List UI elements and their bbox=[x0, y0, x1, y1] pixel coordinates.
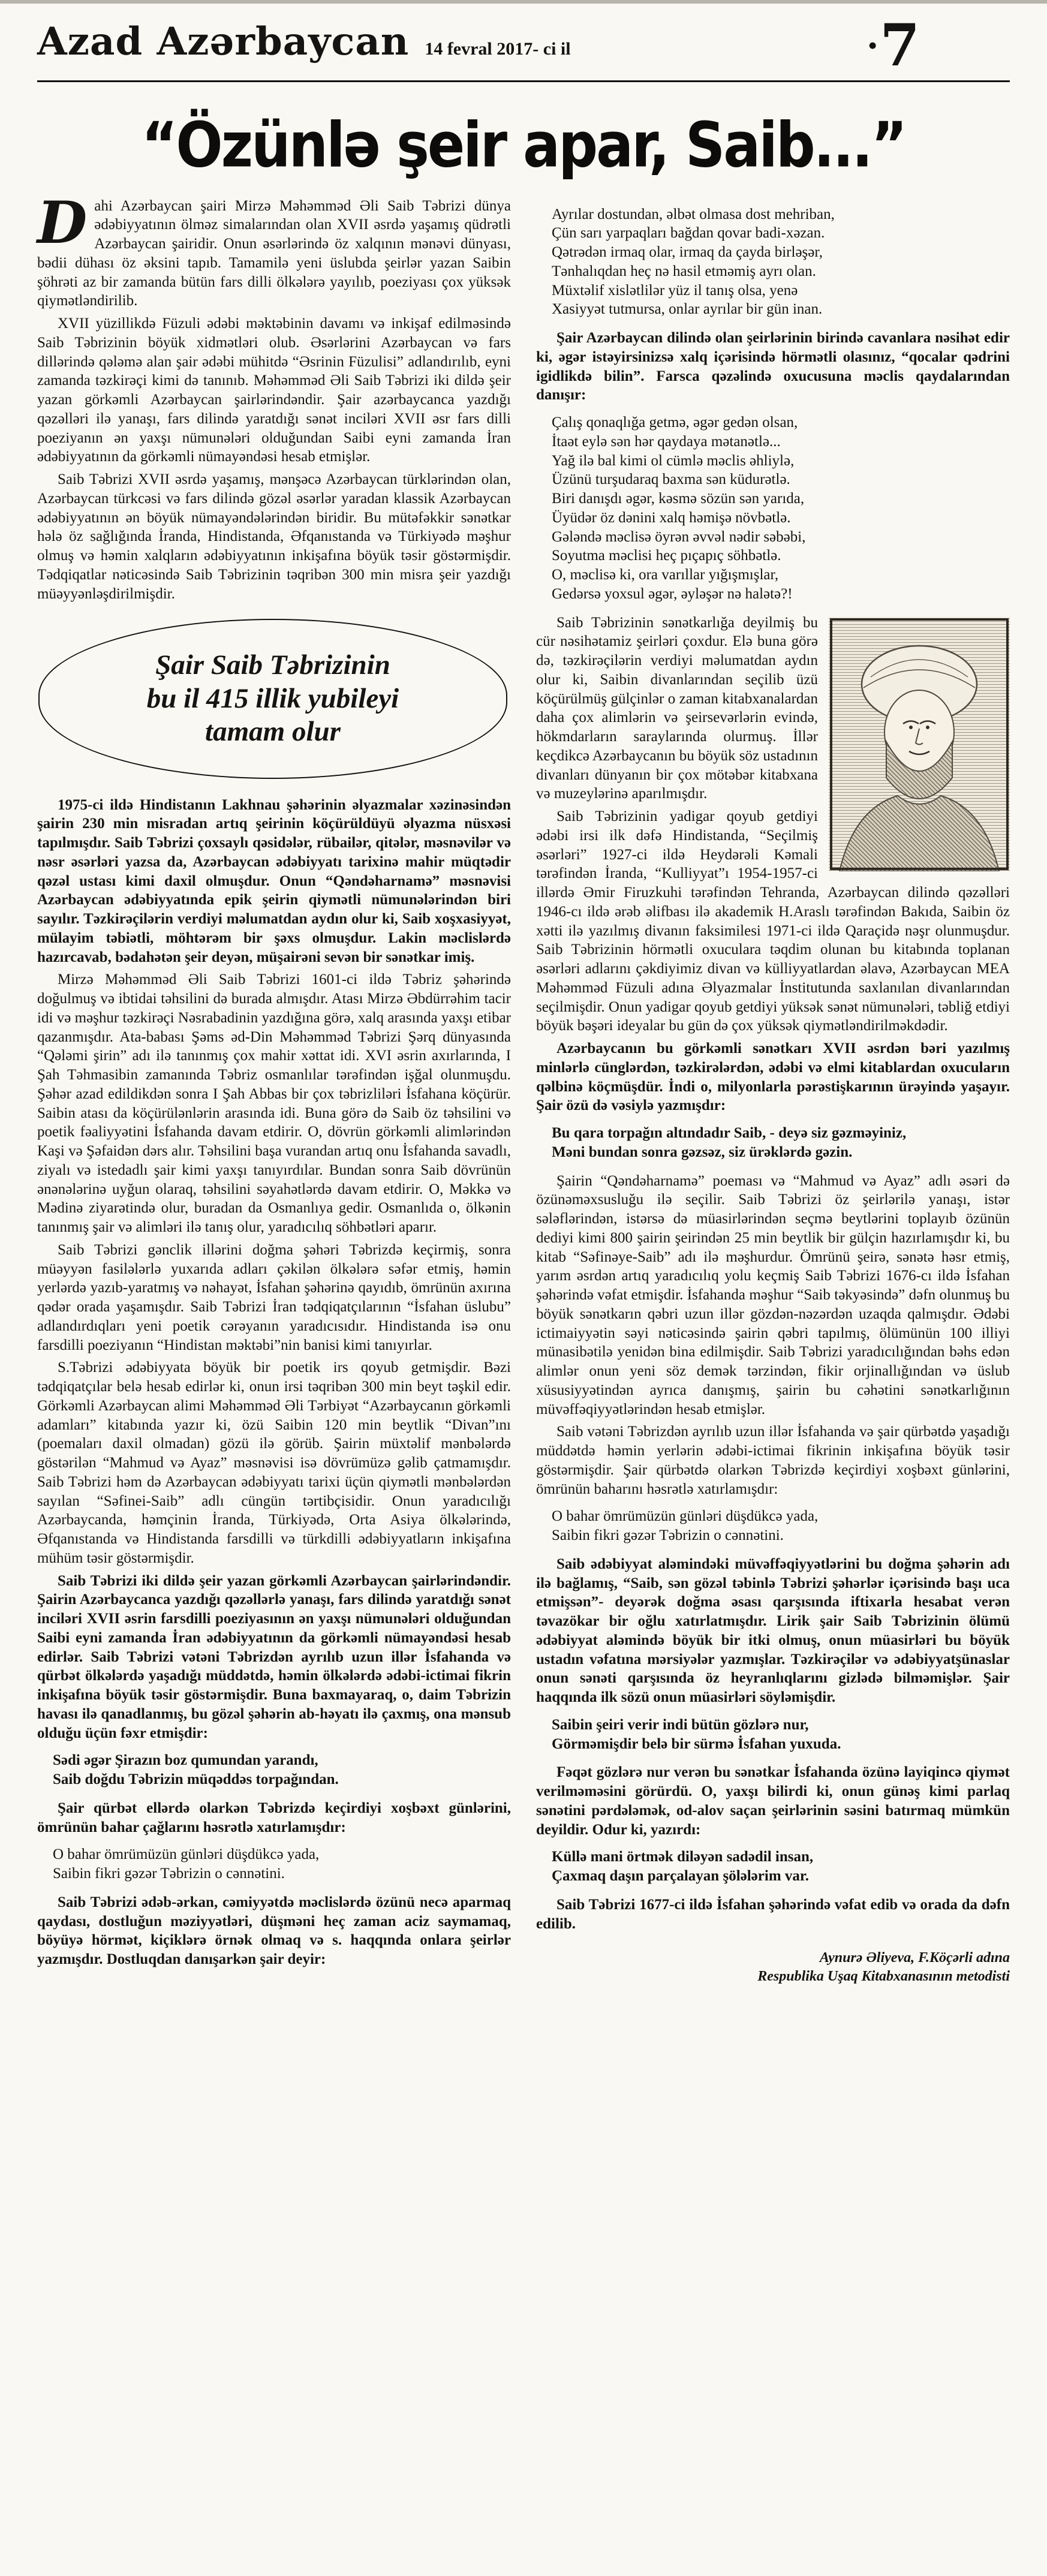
verse-line: Bu qara torpağın altındadır Saib, - deyə siz gəzməyiniz, bbox=[552, 1125, 907, 1142]
issue-date: 14 fevral 2017- ci il bbox=[425, 39, 571, 59]
verse-line: Gələndə məclisə öyrən əvvəl nədir səbəbi, bbox=[552, 528, 806, 545]
article-paragraph: Saib Təbrizinin sənətkarlığa deyilmiş bu cür nəsihətamiz şeirləri çoxdur. Elə buna görə də, təzkirəçilərin verdiyi məlumatdan aydın olur ki, Saibin divanlarından seçilib üzü köçürülmüş gülçinlər o zaman kitabxanalardan daha çox alimlərin və şeirsevərlərin evində, hökmdarların saraylarında olurmuş. İllər keçdikcə Azərbaycanın bu böyük söz ustadının divanları dünyanın bir çox mötəbər kitabxana və muzeylərinə aparılmışdır. bbox=[536, 614, 818, 802]
article-paragraph: Saib Təbrizinin yadigar qoyub getdiyi ədəbi irsi ilk dəfə Hindistanda, “Seçilmiş əsərləri” 1927-ci ildə Heydərəli Kəmali tərəfindən İranda, “Kulliyyat”ı 1954-1957-ci illərdə Əmir Firuzkuhi tərəfindən Tehranda, Azərbaycan dilində qəzəlləri 1946-cı ildə ərəb əlifbası ilə akademik H.Araslı tərəfindən Bakıda, Saibin öz xətti ilə yazılmış divanın faksimilesi 1971-ci ildə Qaraçidə nəşr olunmuşdur. Saib Təbrizinin hörmətli oxuculara təqdim olunan bu kitabında toplanan əsərləri adlarını çəkdiyimiz divan və külliyyatlardan əlavə, Azərbaycan MEA Məhəmməd Füzuli adına Əlyazmalar İnstitutunda saxlanılan divanlarından seçilmişdir. Onun yadigar qoyub getdiyi yüksək sənət nümunələri, təbliğ etdiyi böyük bəşəri ideyalar bu gün də çox yüksək qiymətləndirilməkdədir. bbox=[536, 808, 1010, 1034]
verse-quote bbox=[552, 1507, 1010, 1545]
left-column bbox=[37, 188, 511, 1986]
verse-line: Müxtəlif xislətlilər yüz il tanış olsa, yenə bbox=[552, 282, 798, 299]
attribution-line: Aynurə Əliyeva, F.Köçərli adına bbox=[819, 1950, 1010, 1966]
verse-line: Tənhalıqdan heç nə hasil etməmiş ayrı olan. bbox=[552, 263, 816, 279]
verse-line: Çaxmaq daşın parçalayan şölələrim var. bbox=[552, 1868, 809, 1885]
article-headline: “Özünlə şeir apar, Saib...” bbox=[141, 109, 906, 182]
article-paragraph: Mirzə Məhəmməd Əli Saib Təbrizi 1601-ci ildə Təbriz şəhərində doğulmuş və ibtidai təhsilini də burada almışdır. Atası Mirzə Əbdürrəhim tacir idi və məşhur təzkirəçi Nəsrabadinin yazdığına görə, xalq arasında yaxşı etibar qazanmışdır. Ata-babası Şəms əd-Din Məhəmməd Təbrizi Şərq dünyasında “Qələmi şirin” adı ilə tanınmış çox mahir xəttat idi. XVI əsrin axırlarında, I Şah Təhmasibin zamanında Təbriz osmanlılar tərəfindən işğal olunmuşdu. Şəhər azad edildikdən sonra I Şah Abbas bir çox təbrizliləri İsfahana köçürür. Saibin atası da köçürülənlərin arasında idi. Buna görə də Saib öz təhsilini və poetik fəaliyyətini İsfahanda davam etdirir. O, dövrün görkəmli alimlərindən Kaşi və Şəfaidən dərs alır. Təhsilini başa vurandan artıq onu İsfahanda savadlı, ziyalı və istedadlı şair kimi yaxşı tanıyırdılar. Bundan sonra Saib dövrünün ənənələrinə uyğun olaraq, təhsilini səyahətlərdə davam etdirir. O, Məkkə və Mədinə ziyarətində olur, buradan da Osmanlıya gedir. Osmanlıda o, ölkənin tanınmış şair və alimləri ilə tanış olur, yaradıcılıq söhbətləri aparır. bbox=[37, 971, 511, 1236]
page-number bbox=[868, 11, 920, 79]
verse-line: O bahar ömrümüzün günləri düşdükcə yada, bbox=[53, 1846, 320, 1863]
verse-quote bbox=[53, 1751, 511, 1789]
article-paragraph: Azərbaycanın bu görkəmli sənətkarı XVII əsrdən bəri yazılmış minlərlə cünglərdən, təzkirələrdən, ədəbi və elmi kitablardan oxucuların qəlbinə köçmüşdür. İndi o, milyonlarla pərəstişkarının ürəyində yaşayır. Şair özü də vəsiylə yazmışdır: bbox=[536, 1040, 1010, 1114]
verse-line: Sədi əgər Şirazın boz qumundan yarandı, bbox=[53, 1752, 318, 1769]
verse-quote bbox=[552, 1847, 1010, 1886]
article-paragraph: S.Təbrizi ədəbiyyata böyük bir poetik irs qoyub getmişdir. Bəzi tədqiqatçılar belə hesab edirlər ki, onun irsi təqribən 300 min beyt təşkil edir. Görkəmli Azərbaycan alimi Məhəmməd Əli Tərbiyət “Azərbaycanın görkəmli adamları” kitabında yazır ki, özü Saibin 120 min beytlik “Divan”ını (poemaları daxil olmadan) gözü ilə görüb. Şairin müxtəlif mənbələrdə göstərilən “Mahmud və Ayaz” məsnəvisi isə dövrümüzə gəlib çatmamışdır. Saib Təbrizi həm də Azərbaycan ədəbiyyatı tarixi üçün qiymətli mənbələrdən sayılan “Səfinei-Saib” adlı cüngün tərtibçisidir. Onun yaradıcılığı Azərbaycanda, həmçinin İranda, Türkiyədə, Orta Asiya ölkələrində, Əfqanıstanda və Hindistanda farsdilli və türkdilli ədəbiyyatların inkişafına mühüm təsir göstərmişdir. bbox=[37, 1359, 511, 1566]
verse-line: Saibin fikri gəzər Təbrizin o cənnətini. bbox=[552, 1527, 784, 1544]
verse-line: Saib doğdu Təbrizin müqəddəs torpağından. bbox=[53, 1771, 339, 1788]
article-paragraph: Fəqət gözlərə nur verən bu sənətkar İsfahanda özünə layiqincə qiymət verilməməsini görürdü. O, yaxşı bilirdi ki, onun günəş kimi parlaq sənətini pərdələmək, od-alov saçan şeirlərinin səsini batırmaq mümkün deyildir. Odur ki, yazırdı: bbox=[536, 1764, 1010, 1838]
verse-quote bbox=[552, 205, 1010, 320]
article-paragraph: Saib vətəni Təbrizdən ayrılıb uzun illər İsfahanda və şair qürbətdə yaşadığı müddətdə həmin yerlərin ədəbi-ictimai fikrinin inkişafına böyük təsir göstərmişdir. Şair qürbətdə olarkən Təbrizdə keçirdiyi xoşbəxt günlərini, ömrünün baharını həsrətlə xatırlamışdır: bbox=[536, 1424, 1010, 1497]
saib-portrait bbox=[829, 617, 1010, 871]
verse-line: Saibin fikri gəzər Təbrizin o cənnətini. bbox=[53, 1865, 285, 1882]
newspaper-title: Azad Azərbaycan bbox=[37, 19, 410, 64]
jubilee-box-line: bu il 415 illik yubileyi bbox=[146, 682, 399, 714]
verse-line: Saibin şeiri verir indi bütün gözlərə nur, bbox=[552, 1716, 809, 1733]
article-paragraph: Saib Təbrizi iki dildə şeir yazan görkəmli Azərbaycan şairlərindəndir. Şairin Azərbaycanca yazdığı qəzəllərlə yanaşı, fars dilində yaratdığı sənət inciləri XVII əsrin farsdilli poeziyasının ən yaxşı nümunələri olduğundan Saibi eyni zamanda İran ədəbiyyatının da görkəmli nümayəndəsi hesab edirlər. Saib Təbrizi vətəni Təbrizdən ayrılıb uzun illər İsfahanda və qürbət ölkələrdə yaşadığı müddətdə, həmin ölkələrdə ədəbi-ictimai fikrin inkişafına böyük təsir göstərmişdir. Buna baxmayaraq, o, daim Təbrizin havası ilə qanadlanmış, bu gözəl şəhərin ab-həyatı ilə çaxmış, ona mənsub olduğu üçün fəxr etmişdir: bbox=[37, 1572, 511, 1741]
article-paragraph: Saib Təbrizi ədəb-ərkan, cəmiyyətdə məclislərdə özünü necə aparmaq qaydası, dostluğun məziyyətləri, düşməni heç zaman aciz saymamaq, böyüyə hörmət, kiçiklərə örnək olmaq və s. haqqında onlara şeirlər yazmışdır. Dostluqdan danışarkən şair deyir: bbox=[37, 1894, 511, 1968]
article-paragraph: XVII yüzillikdə Füzuli ədəbi məktəbinin davamı və inkişaf edilməsində Saib Təbrizinin böyük xidmətləri olub. Əsərlərini Azərbaycan və fars dillərində qələmə alan şair ədəbi mühitdə “Əsrinin Füzulisi” adlandırılıb, eyni zamanda təzkirəçi kimi də tanınıb. Məhəmməd Əli Saib Təbrizi iki dildə şeir yazan görkəmli Azərbaycan şairlərindəndir. Şair azərbaycanca yazdığı qəzəlləri ilə yanaşı, fars dilində yaratdığı sənət inciləri XVII əsr fars dilli poeziyanın ən yaxşı nümunələri olduğundan Saibi eyni zamanda İran ədəbiyyatının da görkəmli nümayəndəsi hesab etmişlər. bbox=[37, 315, 511, 465]
verse-line: Çalış qonaqlığa getmə, əgər gedən olsan, bbox=[552, 414, 798, 431]
verse-line: Xasiyyət tutmursa, onlar ayrılar bir gün inan. bbox=[552, 301, 823, 318]
article-paragraph: Saib Təbrizi XVII əsrdə yaşamış, mənşəcə Azərbaycan türklərindən olan, Azərbaycan türkcəsi və fars dilində gözəl əsərlər yaradan klassik Azərbaycan ədəbiyyatının ən böyük nümayəndələrindən biridir. Bu mütəfəkkir sənətkar hələ öz sağlığında İranda, Hindistanda, Əfqanıstanda və Türkiyədə məşhur olmuş və həmin xalqların ədəbiyyatının inkişafına böyük təsir göstərmişdir. Tədqiqatlar nəticəsində Saib Təbrizinin təqribən 300 min misra şeir yazdığı müəyyənləşdirilmişdir. bbox=[37, 471, 511, 602]
jubilee-box-line: tamam olur bbox=[205, 716, 341, 748]
verse-quote bbox=[552, 1124, 1010, 1162]
verse-line: O, məclisə ki, ora varıllar yığışmışlar, bbox=[552, 567, 779, 583]
saib-portrait-image bbox=[829, 617, 1010, 871]
page-number-value: 7 bbox=[880, 11, 920, 79]
right-column bbox=[536, 197, 1010, 1986]
article-paragraph: Şair qürbət ellərdə olarkən Təbrizdə keçirdiyi xoşbəxt günlərini, ömrünün bahar çağlarını həsrətlə xatırlamışdır: bbox=[37, 1799, 511, 1835]
verse-line: Üyüdər öz dənini xalq həmişə növbətlə. bbox=[552, 509, 791, 526]
masthead bbox=[37, 8, 1010, 82]
verse-line: Məni bundan sonra gəzsəz, siz ürəklərdə gəzin. bbox=[552, 1143, 853, 1160]
verse-line: Biri danışdı əgər, kəsmə sözün sən yarıda, bbox=[552, 490, 805, 507]
verse-line: İtaət eylə sən hər qaydaya mətanətlə... bbox=[552, 433, 781, 450]
verse-line: Küllə mani örtmək diləyən sadədil insan, bbox=[552, 1849, 814, 1865]
article-paragraph: Saib ədəbiyyat aləmindəki müvəffəqiyyətlərini bu doğma şəhərin adı ilə bağlamış, “Saib, sən gözəl təbinlə Təbrizi şəhərlər içərisində başı uca etmişsən”- deyərək doğma əsası qarşısında iftixarla hesabat verən təvazökar bir oğlu xatırlatmışdır. Lirik şair Saib Təbrizinin ölümü ədəbiyyat aləmində böyük bir itki olmuş, onun müasirləri bu böyük ustadın vəfatına mərsiyələr yazmışlar. Təzkirəçilər və ədəbiyyatşünaslar onun sənəti qarşısında öz heyranlıqlarını gizlədə bilməmişlər. Şair haqqında ilk sözü onun müasirləri söyləmişdir. bbox=[536, 1555, 1010, 1706]
article-paragraph: Şairin “Qəndəharnamə” poeması və “Mahmud və Ayaz” adlı əsəri də özünəməxsusluğu ilə seçilir. Saib Təbrizi öz şeirlərilə yanaşı, istər sələflərindən, istərsə də müasirlərindən seçmə beytlərini toplayıb özünün dediyi kimi 800 şairin şeirindən 25 min beytlik bir gülçin hazırlamışdır ki, bu kitab “Səfinəye-Saib” adı ilə məşhurdur. Ömrünü şeirə, sənətə həsr etmiş, yarım əsrdən artıq yaradıcılıq yolu keçmiş Saib Təbrizi 1676-cı ildə İsfahan şəhərində vəfat etmişdir. İsfahanda məşhur “Saib təkyəsində” dəfn olunmuş bu böyük sənətkarın qəbri uzun illər gözdən-nəzərdən uzaqda qalmışdır. Ədəbi ictimaiyyətin səyi nəticəsində şairin qəbri tapılmış, ölümünün 100 illiyi münasibətilə yenidən bina edilmişdir. Saib Təbrizi yaradıcılığından bəhs edən alimlər onun yeni söz demək tərzindən, fikir orjinallığından və üslub xüsusiyyətindən ayrıca danışmış, şairin bu cəhətini sənətkarlığının müvəffəqiyyətlərindən hesab etmişlər. bbox=[536, 1172, 1010, 1418]
verse-line: Soyutma məclisi heç pıçapıç söhbətlə. bbox=[552, 547, 781, 564]
verse-line: Yağ ilə bal kimi ol cümlə məclis əhliylə, bbox=[552, 452, 795, 469]
jubilee-box-line: Şair Saib Təbrizinin bbox=[155, 649, 390, 681]
verse-line: Çün sarı yarpaqları bağdan qovar badi-xəzan. bbox=[552, 225, 825, 242]
author-attribution bbox=[536, 1949, 1010, 1985]
verse-quote bbox=[53, 1845, 511, 1883]
article-paragraph: Dahi Azərbaycan şairi Mirzə Məhəmməd Əli Saib Təbrizi dünya ədəbiyyatının ölməz simalarından olan XVII əsrdə yaşamış qüdrətli Azərbaycan şairidir. Onun əsərlərində öz xalqının mənəvi dünyası, bədii dühası öz əksini tapıb. Tamamilə yeni üslubda şeirlər yazan Saibin şöhrəti az bir zamanda bütün fars dilli ölkələrə yayılıb, poeziyası çox yüksək qiymətləndirilib. bbox=[37, 188, 511, 309]
article-paragraph: Saib Təbrizi 1677-ci ildə İsfahan şəhərində vəfat edib və orada da dəfn edilib. bbox=[536, 1896, 1010, 1932]
jubilee-announcement-box bbox=[38, 619, 507, 778]
verse-line: Ayrılar dostundan, əlbət olmasa dost mehriban, bbox=[552, 206, 835, 222]
article-paragraph: 1975-ci ildə Hindistanın Lakhnau şəhərinin əlyazmalar xəzinəsindən şairin 230 min misradan artıq şeirinin köçürüldüyü əlyazma nüsxəsi tapılmışdır. Saib Təbrizi çoxsaylı qəsidələr, rübailər, qitələr, məsnəvilər və nəsr əsərləri yazsa da, Azərbaycan ədəbiyyatı tarixinə mahir müqtədir qəzəl ustası kimi daxil olmuşdur. Onun “Qəndəharnamə” məsnəvisi Azərbaycan ədəbiyyatında epik şeirin qiymətli nümunələrindən biri sayılır. Təzkirəçilərin verdiyi məlumatdan aydın olur ki, Saib xoşxasiyyət, mülayim təbiətli, möhtərəm bir şəxs olmuşdur. Lakin məclislərdə hazırcavab, bədahətən şeir deyən, müşairəni sevən bir sənətkar imiş. bbox=[37, 796, 511, 965]
article-paragraph: Şair Azərbaycan dilində olan şeirlərinin birində cavanlara nəsihət edir ki, əgər istəyirsinizsə xalq içərisində hörmətli olasınız, “qocalar qədrini igidlikdə bilin”. Farsca qəzəlində oxucusuna məclis qaydalarından danışır: bbox=[536, 330, 1010, 404]
article-columns bbox=[37, 188, 1010, 1986]
verse-line: Gedərsə yoxsul əgər, əyləşər nə halətə?! bbox=[552, 585, 793, 602]
verse-quote bbox=[552, 413, 1010, 604]
verse-quote bbox=[552, 1716, 1010, 1754]
article-paragraph: Saib Təbrizi gənclik illərini doğma şəhəri Təbrizdə keçirmiş, sonra müəyyən fasilələrlə yuxarıda adları çəkilən ölkələrə səfər etmiş, həmin yerlərdə yazıb-yaratmış və nəhayət, İsfahan şəhərinə qayıdıb, ömrünün axırına qədər orada yaşamışdır. Saib Təbrizi İran tədqiqatçılarının “İsfahan üslubu” adlandırdıqları yeni poetik cərəyanın yaradıcısıdır. Hindistanda isə onu farsdilli poeziyanın “Hindistan məktəbi”nin banisi kimi tanıyırlar. bbox=[37, 1241, 511, 1353]
verse-line: Üzünü turşudaraq baxma sən küdurətlə. bbox=[552, 471, 790, 488]
page-bullet-icon: • bbox=[868, 30, 878, 61]
verse-line: O bahar ömrümüzün günləri düşdükcə yada, bbox=[552, 1508, 819, 1525]
drop-cap: D bbox=[37, 188, 88, 257]
attribution-line: Respublika Uşaq Kitabxanasının metodisti bbox=[757, 1968, 1010, 1984]
verse-line: Qətrədən irmaq olar, irmaq da çayda birləşər, bbox=[552, 244, 823, 261]
verse-line: Görməmişdir belə bir sürmə İsfahan yuxuda. bbox=[552, 1735, 841, 1752]
